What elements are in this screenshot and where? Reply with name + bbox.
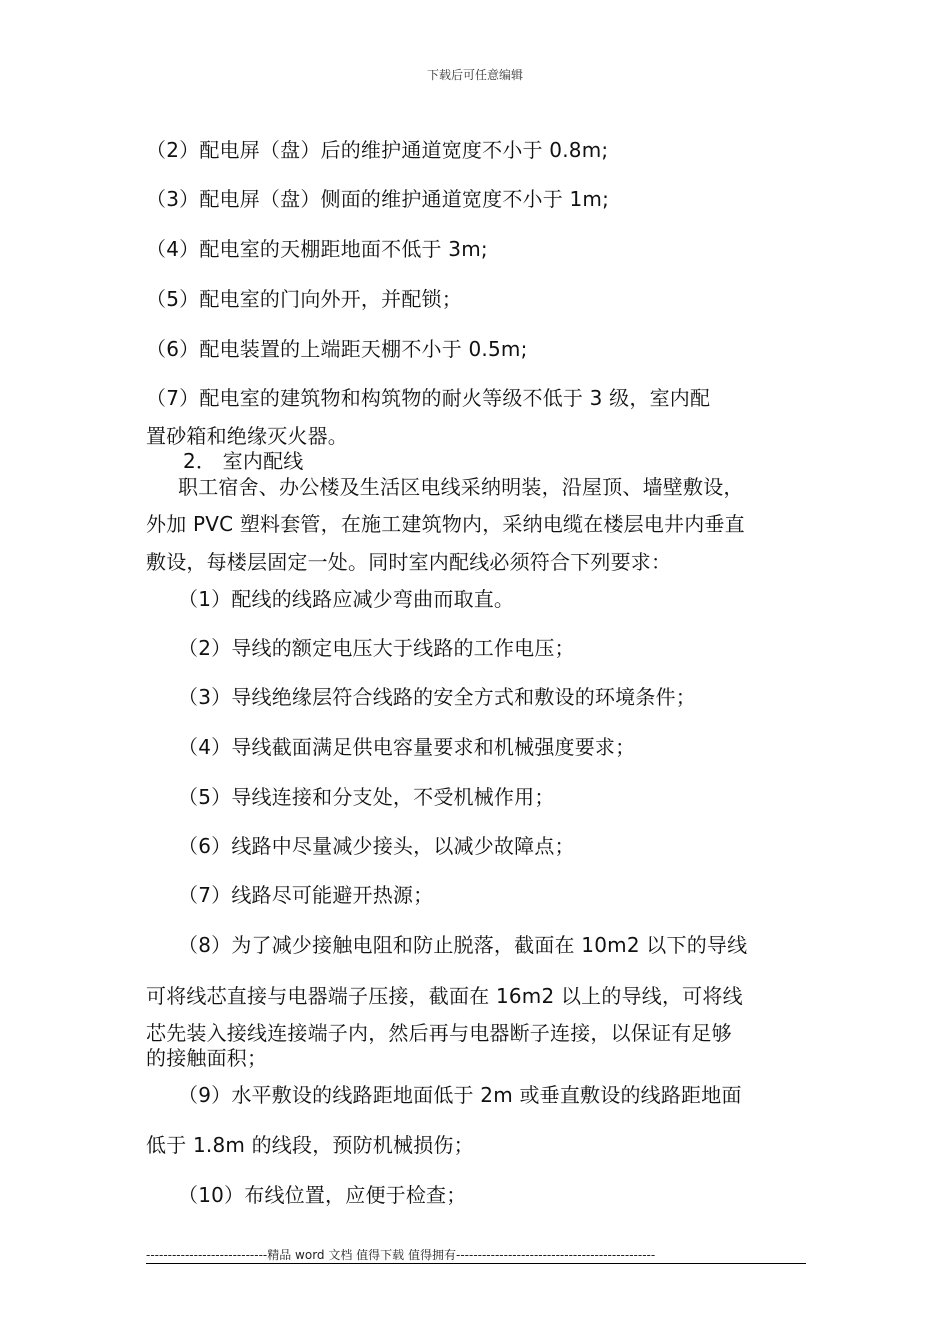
text-line: 敷设，每楼层固定一处。同时室内配线必须符合下列要求： — [146, 550, 672, 574]
text-line: 职工宿舍、办公楼及生活区电线采纳明装，沿屋顶、墙壁敷设， — [178, 475, 744, 499]
page-header: 下载后可任意编辑 — [426, 68, 523, 82]
text-line: （3）导线绝缘层符合线路的安全方式和敷设的环境条件； — [178, 685, 696, 709]
text-line: （7）配电室的建筑物和构筑物的耐火等级不低于 3 级，室内配 — [146, 386, 711, 410]
text-line: 外加 PVC 塑料套管，在施工建筑物内，采纳电缆在楼层电井内垂直 — [146, 512, 745, 536]
page-footer: ----------------------------精品 word 文档 值得下载 值得拥有---------------------------------------------- — [146, 1248, 656, 1262]
text-line: 可将线芯直接与电器端子压接，截面在 16m2 以上的导线，可将线 — [146, 984, 743, 1008]
text-line: 芯先装入接线连接端子内，然后再与电器断子连接，以保证有足够 — [146, 1021, 732, 1045]
text-line: （5）配电室的门向外开，并配锁； — [146, 287, 462, 311]
text-line: （6）配电装置的上端距天棚不小于 0.5m; — [146, 337, 528, 361]
text-line: （1）配线的线路应减少弯曲而取直。 — [178, 587, 515, 611]
text-line: （6）线路中尽量减少接头，以减少故障点； — [178, 834, 575, 858]
text-line: 低于 1.8m 的线段，预防机械损伤； — [146, 1133, 474, 1157]
text-line: 的接触面积； — [146, 1046, 268, 1070]
text-line: （4）导线截面满足供电容量要求和机械强度要求； — [178, 735, 636, 759]
text-line: （2）配电屏（盘）后的维护通道宽度不小于 0.8m; — [146, 138, 609, 162]
footer-rule — [146, 1263, 806, 1264]
text-line: （10）布线位置，应便于检查； — [178, 1183, 467, 1207]
text-line: （8）为了减少接触电阻和防止脱落，截面在 10m2 以下的导线 — [178, 933, 748, 957]
section-heading: 2． 室内配线 — [183, 449, 304, 473]
text-line: （4）配电室的天棚距地面不低于 3m; — [146, 237, 488, 261]
text-line: 置砂箱和绝缘灭火器。 — [146, 424, 348, 448]
text-line: （7）线路尽可能避开热源； — [178, 883, 434, 907]
text-line: （2）导线的额定电压大于线路的工作电压； — [178, 636, 575, 660]
text-line: （5）导线连接和分支处，不受机械作用； — [178, 785, 555, 809]
text-line: （3）配电屏（盘）侧面的维护通道宽度不小于 1m; — [146, 187, 610, 211]
text-line: （9）水平敷设的线路距地面低于 2m 或垂直敷设的线路距地面 — [178, 1083, 742, 1107]
